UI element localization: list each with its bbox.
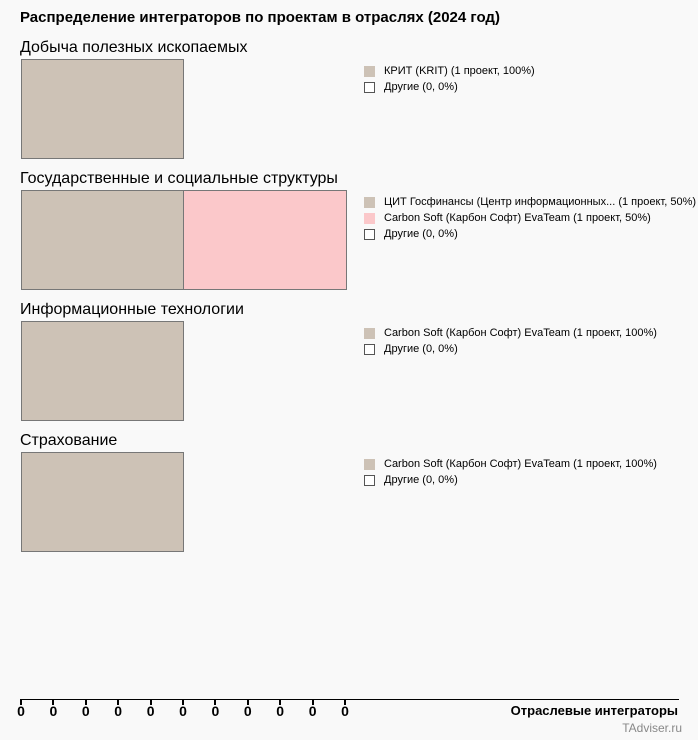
bar-segment[interactable] bbox=[21, 190, 184, 290]
industry-title: Информационные технологии bbox=[20, 301, 244, 318]
bar-segment[interactable] bbox=[21, 452, 184, 552]
bar-segment[interactable] bbox=[184, 190, 347, 290]
bar-segment[interactable] bbox=[21, 321, 184, 421]
legend-label: Carbon Soft (Карбон Софт) EvaTeam (1 проект, 50%) bbox=[384, 212, 651, 224]
legend-swatch bbox=[364, 82, 375, 93]
legend-swatch bbox=[364, 344, 375, 355]
x-tick-label: 0 bbox=[341, 703, 349, 719]
legend-label: Другие (0, 0%) bbox=[384, 474, 458, 486]
bar-area bbox=[21, 190, 345, 290]
legend-swatch bbox=[364, 475, 375, 486]
legend-swatch bbox=[364, 459, 375, 470]
x-tick-label: 0 bbox=[211, 703, 220, 719]
legend-label: Carbon Soft (Карбон Софт) EvaTeam (1 проект, 100%) bbox=[384, 458, 657, 470]
industry-title: Добыча полезных ископаемых bbox=[20, 39, 248, 56]
legend-swatch bbox=[364, 229, 375, 240]
bar-area bbox=[21, 452, 345, 552]
x-tick-label: 0 bbox=[146, 703, 155, 719]
bar-segment[interactable] bbox=[21, 59, 184, 159]
legend-swatch bbox=[364, 197, 375, 208]
x-axis-title: Отраслевые интеграторы bbox=[510, 703, 678, 718]
x-tick-label: 0 bbox=[179, 703, 187, 719]
legend-swatch bbox=[364, 213, 375, 224]
chart-title: Распределение интеграторов по проектам в отраслях (2024 год) bbox=[20, 9, 500, 26]
bar-area bbox=[21, 59, 345, 159]
legend-label: Другие (0, 0%) bbox=[384, 228, 458, 240]
x-tick-label: 0 bbox=[243, 703, 252, 719]
legend-label: КРИТ (KRIT) (1 проект, 100%) bbox=[384, 65, 535, 77]
legend-label: Carbon Soft (Карбон Софт) EvaTeam (1 проект, 100%) bbox=[384, 327, 657, 339]
x-tick-label: 0 bbox=[81, 703, 90, 719]
legend-swatch bbox=[364, 328, 375, 339]
bar-area bbox=[21, 321, 345, 421]
legend-label: Другие (0, 0%) bbox=[384, 81, 458, 93]
x-tick-label: 0 bbox=[114, 703, 123, 719]
x-tick-label: 0 bbox=[17, 703, 25, 719]
legend-label: ЦИТ Госфинансы (Центр информационных... (1 проект, 50%) bbox=[384, 196, 697, 208]
legend-label: Другие (0, 0%) bbox=[384, 343, 458, 355]
x-tick-label: 0 bbox=[308, 703, 317, 719]
industry-title: Страхование bbox=[20, 432, 118, 449]
watermark: TAdviser.ru bbox=[622, 721, 682, 735]
industry-title: Государственные и социальные структуры bbox=[20, 170, 338, 187]
legend-swatch bbox=[364, 66, 375, 77]
x-tick-label: 0 bbox=[276, 703, 285, 719]
x-tick-label: 0 bbox=[49, 703, 58, 719]
